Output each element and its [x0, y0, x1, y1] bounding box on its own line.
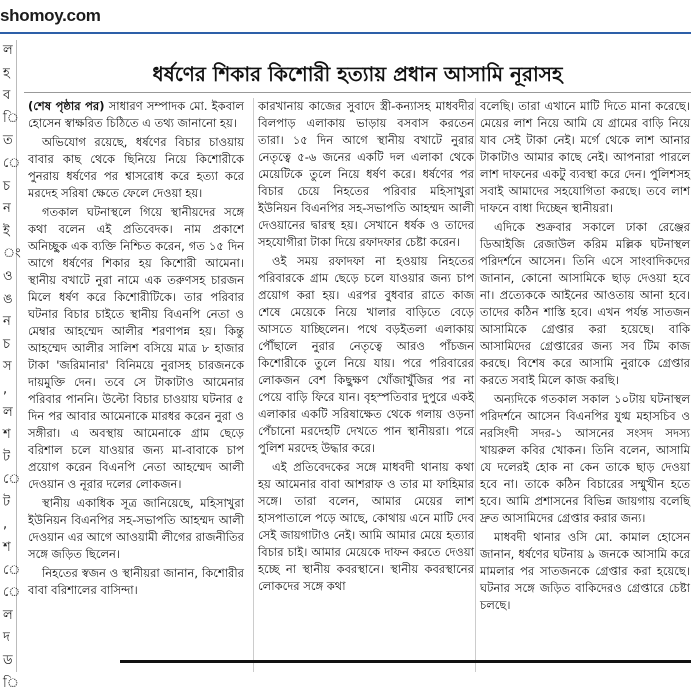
- adjacent-column-fragment: [0, 40, 21, 691]
- strip-char: ব: [3, 88, 11, 104]
- paragraph: এই প্রতিবেদকের সঙ্গে মাধবদী থানায় কথা হয় আমেনার বাবা আশরাফ ও তার মা ফাহিমার সঙ্গে। তারা বলেন, আমার মেয়ের লাশ হাসপাতালে পড়ে আছে, কোথায় এনে মাটি দেব সেই জায়গাটাও নেই। আমি আমার মেয়ে হত্যার বিচার চাই। আমার মেয়েকে দাফন করতে দেওয়া হচ্ছে না স্থানীয় কবরস্থানে। স্থানীয় কবরস্থানের লোকদের সঙ্গে কথা: [258, 460, 474, 593]
- strip-char: ট: [3, 494, 11, 510]
- strip-char: ত: [3, 133, 13, 149]
- strip-char: ল: [3, 43, 13, 58]
- strip-char: চ: [3, 336, 11, 352]
- paragraph: স্থানীয় একাধিক সূত্র জানিয়েছে, মহিসাখুরা ইউনিয়ন বিএনপির সহ-সভাপতি আহম্মদ আলী দেওয়ান এর আগে আওয়ামী লীগের রাজনীতির সঙ্গে জড়িত ছিলেন।: [28, 496, 244, 561]
- strip-char: ন: [3, 314, 11, 330]
- paragraph: অভিযোগ রয়েছে, ধর্ষণের বিচার চাওয়ায় বাবার কাছ থেকে ছিনিয়ে নিয়ে কিশোরীকে পুনরায় ধর্ষণের পর শ্বাসরোধ করে হত্যা করে মরদেহ সরিষা ক্ষেতে ফেলে দেওয়া হয়।: [28, 135, 244, 200]
- strip-char: স: [3, 359, 12, 375]
- strip-char: ন: [3, 201, 11, 217]
- strip-char: শ: [3, 540, 11, 556]
- paragraph: এদিকে শুক্রবার সকালে ঢাকা রেঞ্জের ডিআইজি রেজাউল করিম মল্লিক ঘটনাস্থল পরিদর্শনে আসেন। তিনি এসে সাংবাদিকদের জানান, কোনো আসামিকে ছাড় দেওয়া হবে না। প্রত্যেককে আইনের আওতায় আনা হবে। তাদের কঠিন শাস্তি হবে। এখন পর্যন্ত সাতজন আসামিকে গ্রেপ্তার করা হয়েছে। বাকি আসামিদের গ্রেপ্তারের জন্য সব টিম কাজ করছে। বিশেষ করে আসামি নুরাকে গ্রেপ্তার করতে সবাই মিলে কাজ করছি।: [480, 220, 690, 387]
- strip-char: ঙ: [3, 291, 13, 307]
- headline-divider: [24, 92, 691, 93]
- strip-char: ে: [3, 472, 21, 488]
- strip-char: ও: [3, 268, 13, 284]
- strip-char: হ: [3, 65, 10, 81]
- strip-char: ই: [3, 223, 10, 239]
- strip-char: ট: [3, 449, 11, 465]
- strip-char: ি: [3, 675, 19, 691]
- strip-char: ,: [3, 381, 8, 397]
- next-headline-fragment: [120, 660, 691, 675]
- strip-char: ড: [3, 653, 13, 669]
- article-column-2: [253, 98, 474, 672]
- paragraph: কারখানায় কাজের সুবাদে স্ত্রী-কন্যাসহ মাধবদীর বিলপাড় এলাকায় ভাড়ায় বসবাস করতেন তারা। ১৫ দিন আগে স্থানীয় বখাটে নুরার নেতৃত্বে ৫-৬ জনের একটি দল এলাকা থেকে মেয়েটিকে তুলে নিয়ে ধর্ষণ করে। ধর্ষণের পর বিচার চেয়ে নিহতের পরিবার মহিসাখুরা ইউনিয়ন বিএনপির সহ-সভাপতি আহম্মদ আলী দেওয়ানের দ্বারস্থ হয়। সেখানে ধর্ষক ও তাদের সহযোগীরা টাকা দিয়ে রফাদফার চেষ্টা করেন।: [258, 99, 474, 249]
- article-headline: ধর্ষণের শিকার কিশোরী হত্যায় প্রধান আসামি নূরাসহ: [152, 62, 563, 86]
- paragraph: মাধবদী থানার ওসি মো. কামাল হোসেন জানান, ধর্ষণের ঘটনায় ৯ জনকে আসামি করে মামলার পর সাতজনকে গ্রেপ্তার করা হয়েছে। ঘটনার সঙ্গে জড়িত বাকিদেরও গ্রেপ্তারে চেষ্টা চলছে।: [480, 530, 690, 612]
- strip-char: ে: [3, 585, 21, 601]
- paragraph: বলেছি। তারা এখানে মাটি দিতে মানা করেছে। মেয়ের লাশ নিয়ে আমি যে গ্রামের বাড়ি নিয়ে যাব সেই টাকা নেই। মর্গে থেকে লাশ আনার টাকাটাও আমার কাছে নেই। আপনারা পারলে লাশ দাফনের একটু ব্যবস্থা করে দেন। পুলিশসহ সবাই আমাদের সহযোগিতা করছে। তবে লাশ দাফনে বাধা দিচ্ছেন স্থানীয়রা।: [480, 99, 690, 215]
- article-column-1: [28, 98, 244, 672]
- strip-char: দ: [3, 630, 10, 646]
- strip-char: ে: [3, 155, 21, 171]
- strip-char: শ: [3, 427, 11, 443]
- strip-char: ি: [3, 110, 19, 126]
- strip-char: ং: [3, 246, 21, 262]
- strip-char: ে: [3, 562, 21, 578]
- strip-char: ,: [3, 517, 8, 533]
- strip-char: ল: [3, 404, 13, 420]
- article-column-3: [475, 98, 690, 672]
- paragraph: অন্যদিকে গতকাল সকাল ১০টায় ঘটনাস্থল পরিদর্শনে আসেন বিএনপির যুগ্ম মহাসচিব ও নরসিংদী সদর-১ আসনের সংসদ সদস্য খায়রুল কবির খোকন। তিনি বলেন, আসামি যে দলেরই হোক না কেন তাকে ছাড় দেওয়া হবে না। তাকে কঠিন বিচারের সম্মুখীন হতে হবে। আমি প্রশাসনের বিভিন্ন জায়গায় বলেছি দ্রুত আসামিদের গ্রেপ্তার করার জন্য।: [480, 392, 690, 525]
- paragraph: ওই সময় রফাদফা না হওয়ায় নিহতের পরিবারকে গ্রাম ছেড়ে চলে যাওয়ার জন্য চাপ প্রয়োগ করা হয়। এরপর বুধবার রাতে কাজ শেষে মেয়েকে নিয়ে খালার বাড়িতে বেড়ে আসতে যাচ্ছিলেন। পথে বড়ইতলা এলাকায় পৌঁছালে নুরার নেতৃত্বে আরও পাঁচজন কিশোরীকে তুলে নিয়ে যায়। পরে পরিবারের লোকজন বেশ কিছুক্ষণ খোঁজাখুঁজির পর না পেয়ে বাড়ি ফিরে যান। বৃহস্পতিবার দুপুরে একই এলাকার একটি সরিষাক্ষেত থেকে গলায় ওড়না পেঁচানো মরদেহটি দেখতে পান স্থানীয়রা। পরে পুলিশ মরদেহ উদ্ধার করে।: [258, 254, 474, 455]
- masthead-bar: [0, 0, 691, 34]
- strip-char: ল: [3, 607, 13, 623]
- continuation-marker: (শেষ পৃষ্ঠার পর): [28, 99, 105, 113]
- paragraph-text: সাধারণ সম্পাদক মো. ইকবাল হোসেন স্বাক্ষরিত চিঠিতে এ তথ্য জানানো হয়।: [28, 99, 244, 130]
- paragraph: গতকাল ঘটনাস্থলে গিয়ে স্থানীয়দের সঙ্গে কথা বলেন এই প্রতিবেদক। নাম প্রকাশে অনিচ্ছুক এক ব্যক্তি নিশ্চিত করেন, গত ১৫ দিন আগে ধর্ষণের শিকার হয় কিশোরী আমেনা। স্থানীয় বখাটে নুরা নামে এক তরুণসহ চারজন মিলে ধর্ষণ করে কিশোরীটিকে। তার পরিবার ঘটনার বিচার চাইতে স্থানীয় বিএনপি নেতা ও মেম্বার আহম্মেদ আলীর শরণাপন্ন হয়। কিন্তু আহম্মেদ আলীর সালিশ বসিয়ে মাত্র ৮ হাজার টাকা 'জরিমানার' বিনিময়ে নুরাসহ চারজনকে দায়মুক্তি দেন। তবে সে টাকাটাও আমেনার পরিবার পাননি। উল্টো বিচার চাওয়ায় ঘটনার ৫ দিন পর আবার আমেনাকে মারধর করেন নুরা ও সঙ্গীরা। এ অবস্থায় আমেনাকে গ্রাম ছেড়ে বরিশাল চলে যাওয়ার জন্য মা-বাবাকে চাপ প্রয়োগ করেন বিএনপি নেতা আহম্মেদ আলী দেওয়ান ও নূরার দলের লোকজন।: [28, 205, 244, 491]
- site-name[interactable]: shomoy.com: [0, 6, 101, 25]
- paragraph: নিহতের স্বজন ও স্থানীয়রা জানান, কিশোরীর বাবা বরিশালের বাসিন্দা।: [28, 566, 244, 597]
- paragraph: [28, 98, 244, 132]
- strip-char: চ: [3, 178, 11, 194]
